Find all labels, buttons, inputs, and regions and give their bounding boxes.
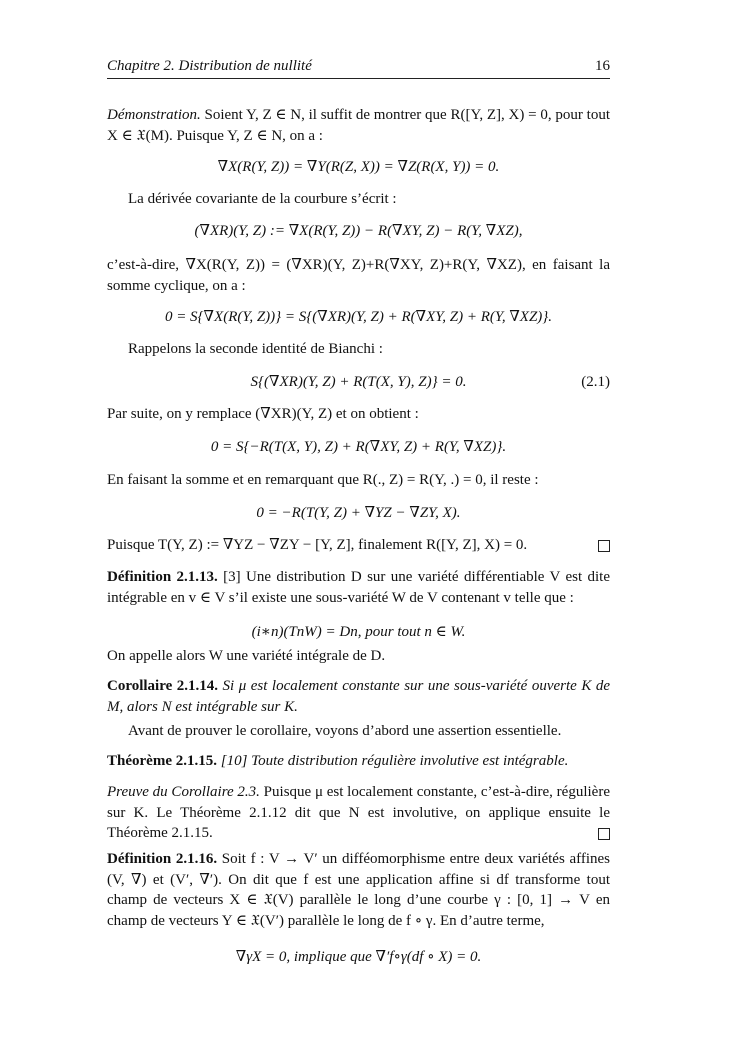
definition-2-1-13 — [107, 567, 610, 608]
definition-2-1-16 — [107, 849, 610, 931]
chapter-title: Chapitre 2. Distribution de nullité — [107, 58, 312, 74]
definition-text: Soit f : V → V′ un difféomorphisme entre deux variétés affines (V, ∇) et (V′, ∇′). On dit que f est une application affine si df transforme tout champ de vecteurs X ∈ 𝔛(V) parallèle le long d’une courbe γ : [0, 1] → V en champ de vecteurs Y ∈ 𝔛(V′) parallèle le long de f ∘ γ. En d’autre terme, — [107, 851, 610, 929]
equation-4 — [107, 372, 610, 392]
equation-5: 0 = S{−R(T(X, Y), Z) + R(∇XY, Z) + R(Y, ∇XZ)}. — [210, 439, 507, 455]
conclusion-text: Puisque T(Y, Z) := ∇YZ − ∇ZY − [Y, Z], finalement R([Y, Z], X) = 0. — [107, 537, 528, 553]
theorem-2-1-15 — [107, 751, 610, 772]
corollary-text: Si μ est localement constante sur une sous-variété ouverte K de M, alors N est intégrable sur K. — [107, 678, 610, 715]
paragraph-bianchi: Rappelons la seconde identité de Bianchi : — [128, 341, 383, 357]
equation-4-body: S{(∇XR)(Y, Z) + R(T(X, Y), Z)} = 0. — [250, 374, 467, 390]
equation-number: (2.1) — [581, 374, 610, 390]
definition-label: Définition 2.1.13. — [107, 569, 218, 585]
definition-text: [3] Une distribution D sur une variété différentiable V est dite intégrable en v ∈ V s’il existe une sous-variété W de V contenant v telle que : — [107, 569, 610, 606]
paragraph-cyclic-sum: c’est-à-dire, ∇X(R(Y, Z)) = (∇XR)(Y, Z)+R(∇XY, Z)+R(Y, ∇XZ), en faisant la somme cyclique, on a : — [107, 257, 610, 294]
definition-label: Définition 2.1.16. — [107, 851, 218, 867]
corollary-label: Corollaire 2.1.14. — [107, 678, 219, 694]
page-number: 16 — [595, 58, 610, 74]
equation-8: ∇γX = 0, implique que ∇′f∘γ(df ∘ X) = 0. — [235, 949, 482, 965]
demonstration-text: Soient Y, Z ∈ N, il suffit de montrer que R([Y, Z], X) = 0, pour tout X ∈ 𝔛(M). Puisque Y, Z ∈ N, on a : — [107, 107, 610, 144]
paragraph-integral-variety: On appelle alors W une variété intégrale de D. — [107, 648, 386, 664]
qed-square-icon — [598, 828, 610, 840]
equation-3: 0 = S{∇X(R(Y, Z))} = S{(∇XR)(Y, Z) + R(∇XY, Z) + R(Y, ∇XZ)}. — [164, 309, 553, 325]
paragraph-sum-remark: En faisant la somme et en remarquant que R(., Z) = R(Y, .) = 0, il reste : — [107, 472, 539, 488]
paragraph-replace: Par suite, on y remplace (∇XR)(Y, Z) et on obtient : — [107, 406, 419, 422]
equation-6: 0 = −R(T(Y, Z) + ∇YZ − ∇ZY, X). — [256, 505, 461, 521]
theorem-label: Théorème 2.1.15. — [107, 753, 217, 769]
equation-1: ∇X(R(Y, Z)) = ∇Y(R(Z, X)) = ∇Z(R(X, Y)) = 0. — [217, 159, 500, 175]
qed-square-icon — [598, 540, 610, 552]
paragraph-conclusion — [107, 535, 610, 556]
corollary-2-1-14 — [107, 676, 610, 717]
proof-text: Puisque μ est localement constante, c’est-à-dire, régulière sur K. Le Théorème 2.1.12 dit que N est involutive, on applique ensuite le Théorème 2.1.15. — [107, 784, 610, 841]
running-header — [107, 58, 610, 79]
equation-7: (i∗n)(TnW) = Dn, pour tout n ∈ W. — [251, 624, 466, 640]
paragraph-covariant-derivative: La dérivée covariante de la courbure s’écrit : — [128, 191, 397, 207]
page — [107, 58, 610, 79]
theorem-text: [10] Toute distribution régulière involutive est intégrable. — [216, 753, 569, 769]
equation-2: (∇XR)(Y, Z) := ∇X(R(Y, Z)) − R(∇XY, Z) − R(Y, ∇XZ), — [194, 223, 523, 239]
demonstration-paragraph — [107, 105, 610, 146]
proof-label: Preuve du Corollaire 2.3. — [107, 784, 260, 800]
paragraph-before-proof: Avant de prouver le corollaire, voyons d’abord une assertion essentielle. — [128, 723, 562, 739]
demonstration-label: Démonstration. — [107, 107, 201, 123]
proof-corollary — [107, 782, 610, 844]
